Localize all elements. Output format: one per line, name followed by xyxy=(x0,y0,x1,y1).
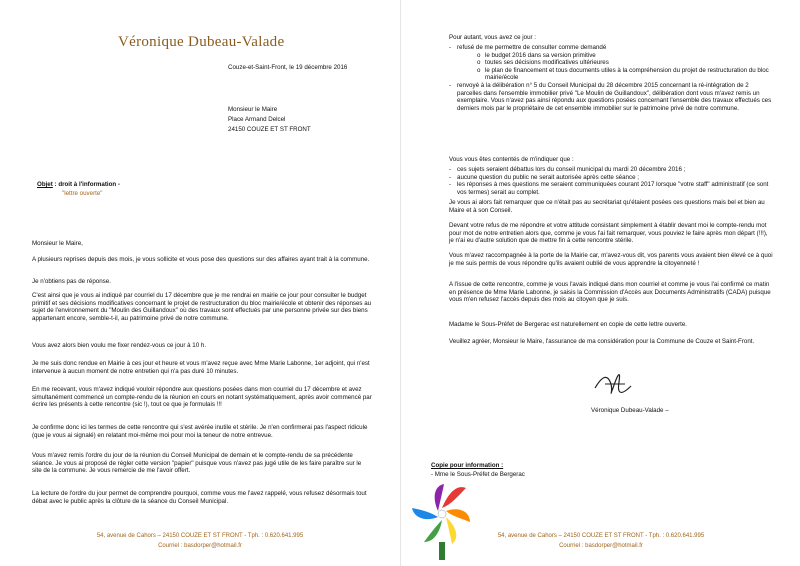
recipient-line-2: Place Armand Delcel xyxy=(228,116,286,123)
right-paragraph-4: A l'issue de cette rencontre, comme je vous l'avais indiqué dans mon courriel et comme je vous l'ai confirmé ce matin en présence de Mme Marie Labonne, je saisis la Commission d'Accès aux Documents Administratifs (CADA) puisque vous m'en refusez l'accès depuis des mois au citoyen que je suis. xyxy=(449,281,771,304)
intro-line: Pour autant, vous avez ce jour : xyxy=(449,34,537,41)
content-intro: Vous vous êtes contentés de m'indiquer que : xyxy=(449,156,574,163)
right-paragraph-5: Madame le Sous-Préfet de Bergerac est naturellement en copie de cette lettre ouverte. xyxy=(449,321,688,328)
right-paragraph-2: Devant votre refus de me répondre et votre attitude consistant simplement à établir devant moi le compte-rendu mot pour mot de notre entretien alors que, comme je vous l'ai fait remarquer, vous pouviez le faire après mon départ (!!!), je n'ai eu d'autre solution que de mettre fin à cette rencontre stérile. xyxy=(449,222,768,245)
paragraph-6: En me recevant, vous m'avez indiqué vouloir répondre aux questions posées dans mon courriel du 17 décembre et avez simultanément commencé un compte-rendu de la réunion en cours en notant systématiquement, après avoir commencé par écrire les présents à cette rencontre (sic !), tout ce que je formulais !!! xyxy=(32,386,372,409)
footer-email: Courriel : basdorper@hotmail.fr xyxy=(158,543,242,549)
paragraph-3: C'est ainsi que je vous ai indiqué par courriel du 17 décembre que je me rendrai en mairie ce jour pour consulter le budget primitif et ses décisions modificatives concernant le projet de restructuration du bloc mairie/école et obtenir des réponses au sujet de l'environnement du "Moulin des Guillandoux" où des travaux sont effectués par une personne privée sur des biens appartenant encore, semble-t-il, au patrimoine privé de notre commune. xyxy=(32,292,372,322)
refusal-item-2: - renvoyé à la délibération n° 5 du Conseil Municipal du 28 décembre 2015 concernant la ré-intégration de 2 parcelles dans l'ensemble immobilier privé "Le Moulin de Guillandoux", délibération dont vous m'avez remis un exemplaire. Vous n'avez pas ainsi répondu aux questions posées concernant l'ensemble des travaux effectués ces derniers mois par le propriétaire de cet ensemble immobilier sur le patrimoine privé de notre commune. xyxy=(449,82,774,112)
copy-title: Copie pour information : xyxy=(431,462,504,469)
content-item-1: - ces sujets seraient débattus lors du conseil municipal du mardi 20 décembre 2016 ; xyxy=(449,166,774,174)
content-list xyxy=(449,166,774,196)
right-paragraph-3: Vous m'avez raccompagnée à la porte de la Mairie car, m'avez-vous dit, vos parents vous avaient bien élevé ce à quoi je me suis permis de vous répondre qu'ils avaient oublié de vous apprendre la citoyenneté ! xyxy=(449,252,773,267)
refusal-item-text: refusé de me permettre de consulter comme demandé xyxy=(457,44,607,51)
object-line xyxy=(37,181,120,189)
paragraph-5: Je me suis donc rendue en Mairie à ces jour et heure et vous m'avez reçue avec Mme Marie Labonne, 1er adjoint, qui n'est intervenue à aucun moment de notre entretien qui n'a pas duré 10 minutes. xyxy=(32,360,370,375)
right-paragraph-1: Je vous ai alors fait remarquer que ce n'était pas au secrétariat qu'étaient posées ces questions mais bel et bien au Maire et à son Conseil. xyxy=(449,199,765,214)
paragraph-9: La lecture de l'ordre du jour permet de comprendre pourquoi, comme vous me l'avez rappelé, vous refusez désormais tout débat avec le public après la clôture de la séance du Conseil Municipal. xyxy=(32,490,367,505)
signature-name: Véronique Dubeau-Valade – xyxy=(591,407,669,414)
recipient-line-1: Monsieur le Maire xyxy=(228,106,278,113)
sub-item-budget: o le budget 2016 dans sa version primitive xyxy=(457,52,774,60)
footer-email-right: Courriel : basdorper@hotmail.fr xyxy=(559,543,643,549)
paragraph-4: Vous avez alors bien voulu me fixer rendez-vous ce jour à 10 h. xyxy=(32,342,207,349)
sub-item-decisions: o toutes ses décisions modificatives ultérieures xyxy=(457,59,774,67)
footer-address-right: 54, avenue de Cahors – 24150 COUZE ET ST FRONT - Tph. : 0.620.641.995 xyxy=(497,533,705,539)
right-paragraph-6: Veuillez agréer, Monsieur le Maire, l'assurance de ma considération pour la Commune de Couze et Saint-Front. xyxy=(449,338,755,345)
object-subtitle: "lettre ouverte" xyxy=(62,190,103,197)
object-text: : droit à l'information - xyxy=(52,181,120,188)
recipient-line-3: 24150 COUZE ET ST FRONT xyxy=(228,126,311,133)
paragraph-7: Je confirme donc ici les termes de cette rencontre qui s'est avérée inutile et stérile. Je n'en confirmerai pas l'aspect ridicule (que je vous ai signalé) en relatant moi-même moi pour moi la teneur de notre entrevue. xyxy=(32,424,368,439)
refusal-item-1 xyxy=(449,44,774,82)
handwritten-signature xyxy=(591,364,639,404)
sub-item-plan: o le plan de financement et tous documents utiles à la compréhension du projet de restructuration du bloc mairie/école xyxy=(457,67,774,82)
place-date: Couze-et-Saint-Front, le 19 décembre 2016 xyxy=(228,64,348,71)
content-item-3: - les réponses à mes questions me seraient communiquées courant 2017 lorsque "votre staff" administratif (ce sont vos termes) serait au complet. xyxy=(449,181,774,196)
salutation: Monsieur le Maire, xyxy=(32,240,83,247)
object-label: Objet xyxy=(37,181,53,188)
refusal-list xyxy=(449,44,774,112)
sender-name-title: Véronique Dubeau-Valade xyxy=(118,34,285,50)
paragraph-8: Vous m'avez remis l'ordre du jour de la réunion du Conseil Municipal de demain et le compte-rendu de sa précédente séance. Je vous ai proposé de régler cette version "papier" puisque vous n'avez pas jugé utile de les faire paraître sur le site de la commune. Je vous remercie de me l'avoir offert. xyxy=(32,452,362,475)
copy-recipient: - Mme le Sous-Préfet de Bergerac xyxy=(431,471,525,478)
paragraph-2: Je n'obtiens pas de réponse. xyxy=(32,278,111,285)
footer-address: 54, avenue de Cahors – 24150 COUZE ET ST FRONT - Tph. : 0.620.641.995 xyxy=(96,533,304,539)
letter-page-2 xyxy=(400,0,800,566)
paragraph-1: A plusieurs reprises depuis des mois, je vous sollicite et vous pose des questions sur des affaires ayant trait à la commune. xyxy=(32,256,370,263)
content-item-2: - aucune question du public ne serait autorisée après cette séance ; xyxy=(449,174,774,182)
